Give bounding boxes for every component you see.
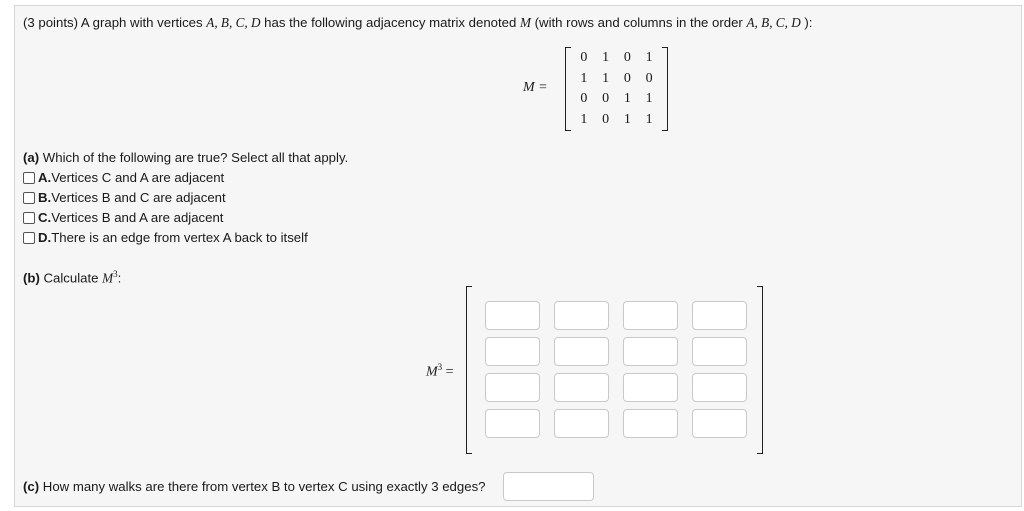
answer-cell-r3-c1[interactable] (485, 373, 540, 402)
answer-cell-r1-c1[interactable] (485, 301, 540, 330)
option-d[interactable]: D. There is an edge from vertex A back to itself (23, 230, 308, 245)
answer-matrix (466, 286, 763, 454)
right-bracket (757, 286, 763, 454)
answer-cell-r4-c2[interactable] (554, 409, 609, 438)
matrix-entry: 0 (623, 70, 631, 86)
answer-cell-r2-c2[interactable] (554, 337, 609, 366)
part-a-question: (a) Which of the following are true? Select all that apply. (23, 150, 349, 165)
matrix-symbol: M (520, 15, 531, 30)
answer-cell-r4-c3[interactable] (623, 409, 678, 438)
matrix-entry: 1 (623, 91, 631, 107)
option-b[interactable]: B. Vertices B and C are adjacent (23, 190, 226, 205)
adjacency-matrix-grid (573, 48, 660, 130)
matrix-entry: 0 (580, 50, 588, 66)
matrix-entry: 1 (645, 50, 653, 66)
right-bracket (662, 47, 668, 131)
vertex-list: A, B, C, D (206, 15, 261, 30)
answer-cell-r2-c3[interactable] (623, 337, 678, 366)
matrix-entry: 0 (623, 50, 631, 66)
matrix-entry: 1 (580, 111, 588, 127)
option-a-checkbox[interactable] (23, 172, 35, 184)
order-vertex-list: A, B, C, D (746, 15, 801, 30)
answer-cell-r1-c4[interactable] (692, 301, 747, 330)
matrix-entry: 1 (645, 111, 653, 127)
left-bracket (565, 47, 571, 131)
answer-matrix-label: $M^3$ = (426, 362, 454, 380)
answer-cell-r4-c1[interactable] (485, 409, 540, 438)
option-a[interactable]: A. Vertices C and A are adjacent (23, 170, 224, 185)
matrix-entry: 1 (602, 70, 610, 86)
answer-cell-r2-c4[interactable] (692, 337, 747, 366)
question-header: (3 points) A graph with vertices A, B, C, D has the following adjacency matrix denoted M (with rows and columns in the order A, B, C, D ): (23, 15, 813, 30)
points-label: (3 points) (23, 15, 78, 30)
matrix-entry: 1 (580, 70, 588, 86)
matrix-entry: 1 (623, 111, 631, 127)
adjacency-matrix (565, 47, 668, 131)
answer-cell-r1-c3[interactable] (623, 301, 678, 330)
matrix-entry: 0 (645, 70, 653, 86)
matrix-entry: 0 (580, 91, 588, 107)
matrix-entry: 0 (602, 111, 610, 127)
option-c[interactable]: C. Vertices B and A are adjacent (23, 210, 223, 225)
answer-cell-r2-c1[interactable] (485, 337, 540, 366)
option-d-checkbox[interactable] (23, 232, 35, 244)
option-b-checkbox[interactable] (23, 192, 35, 204)
answer-cell-r3-c3[interactable] (623, 373, 678, 402)
answer-matrix-grid (485, 301, 747, 438)
part-b-question: (b) Calculate $M^3$: (23, 269, 122, 286)
option-c-checkbox[interactable] (23, 212, 35, 224)
answer-cell-r4-c4[interactable] (692, 409, 747, 438)
part-c-question: (c) How many walks are there from vertex B to vertex C using exactly 3 edges? (23, 479, 486, 494)
walk-count-input[interactable] (503, 472, 594, 501)
answer-cell-r1-c2[interactable] (554, 301, 609, 330)
question-panel (14, 5, 1022, 507)
matrix-entry: 0 (602, 91, 610, 107)
answer-cell-r3-c2[interactable] (554, 373, 609, 402)
given-matrix-label: M = (523, 80, 548, 95)
matrix-entry: 1 (645, 91, 653, 107)
left-bracket (466, 286, 472, 454)
matrix-entry: 1 (602, 50, 610, 66)
answer-cell-r3-c4[interactable] (692, 373, 747, 402)
